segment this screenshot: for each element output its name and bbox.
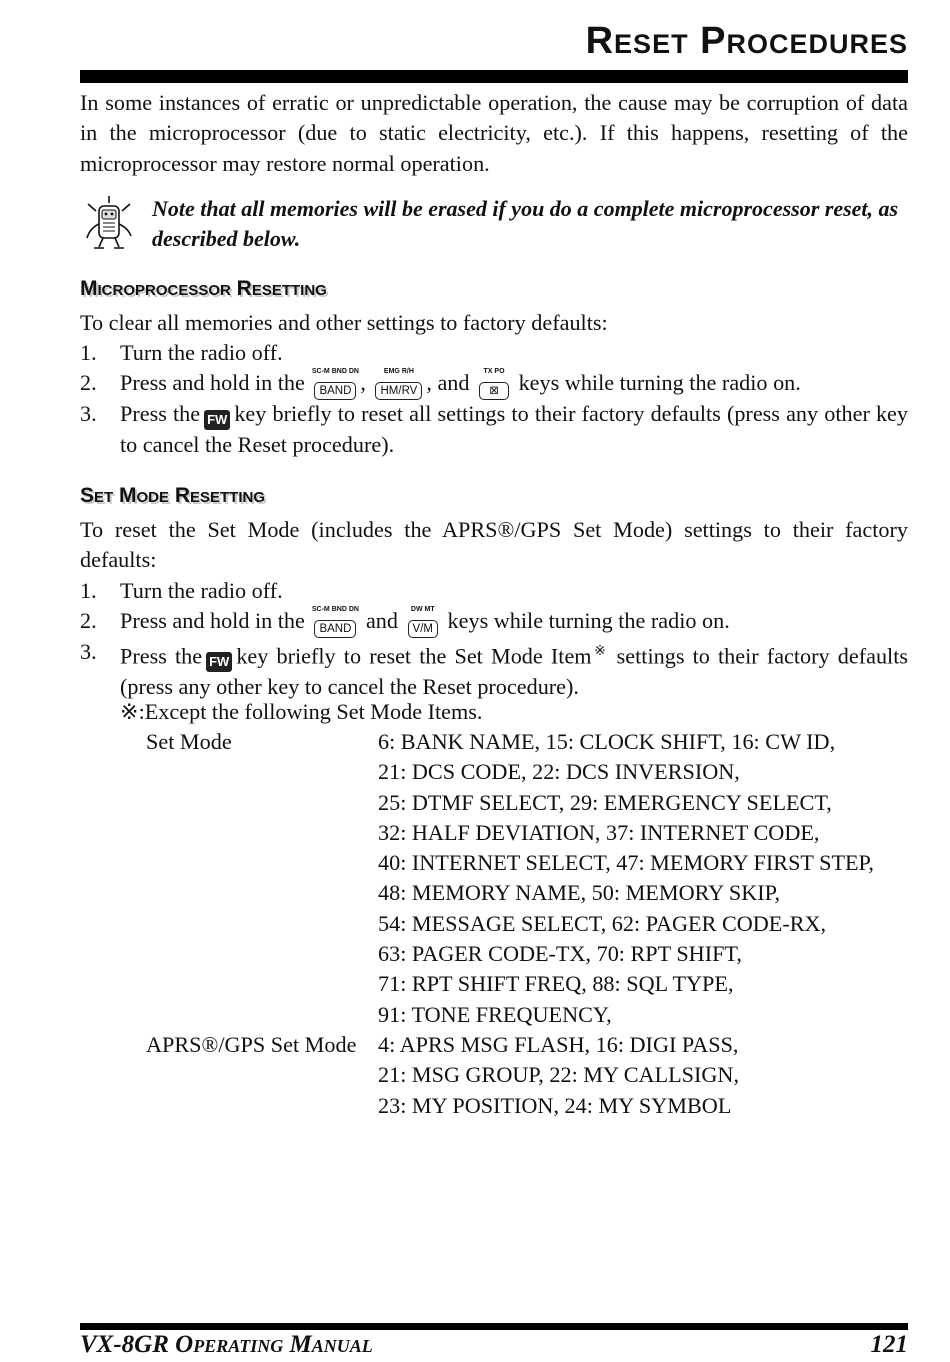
v-m-key-icon <box>408 606 438 640</box>
microprocessor-lead: To clear all memories and other settings to factory defaults: <box>80 310 608 335</box>
hm-rv-key-icon <box>375 368 422 402</box>
step-text: Press the <box>120 401 201 426</box>
set-mode-items <box>378 727 918 1030</box>
list-item: 48: MEMORY NAME, 50: MEMORY SKIP, <box>378 880 781 906</box>
set-mode-label: Set Mode <box>146 729 232 754</box>
list-item: 23: MY POSITION, 24: MY SYMBOL <box>378 1092 732 1118</box>
list-item: 40: INTERNET SELECT, 47: MEMORY FIRST STEP, <box>378 850 874 876</box>
step-text: Press and hold in the <box>120 370 305 395</box>
cartoon-mascot-icon <box>82 194 136 250</box>
aprs-items <box>378 1030 918 1121</box>
page-title: Reset Procedures <box>585 20 908 62</box>
page-number: 121 <box>870 1331 908 1358</box>
step-text: Press and hold in the <box>120 608 305 633</box>
header-rule <box>80 70 908 83</box>
intro-paragraph: In some instances of erratic or unpredictable operation, the cause may be corruption of data in the microprocessor (due to static electricity, etc.). If this happens, resetting of the microprocessor may restore normal operation. <box>80 90 908 176</box>
key-secondary-label: SC-M BND DN <box>311 606 359 613</box>
key-label: V/M <box>408 620 438 638</box>
step-text: settings to their factory defaults (press any other key to cancel the Reset procedure). <box>120 643 909 700</box>
key-secondary-label: DW MT <box>410 606 435 613</box>
reference-mark: ※ <box>591 644 609 659</box>
set-mode-heading: Set Mode Resetting <box>80 484 266 507</box>
set-mode-lead: To reset the Set Mode (includes the APRS®/GPS Set Mode) settings to their factory defaults: <box>80 517 908 573</box>
separator: and <box>365 608 398 633</box>
step-text: keys while turning the radio on. <box>447 608 730 633</box>
aprs-label: APRS®/GPS Set Mode <box>146 1032 357 1057</box>
band-key-icon <box>311 606 359 640</box>
step-number: 2. <box>80 608 97 633</box>
key-secondary-label: TX PO <box>483 368 505 375</box>
footer-rule <box>80 1323 908 1330</box>
except-text: ※:Except the following Set Mode Items. <box>120 699 483 724</box>
list-item: 71: RPT SHIFT FREQ, 88: SQL TYPE, <box>378 971 734 997</box>
step-number: 3. <box>80 401 97 426</box>
step-text: key briefly to reset all settings to their factory defaults (press any other key to cancel the Reset procedure). <box>120 401 908 457</box>
list-item: 54: MESSAGE SELECT, 62: PAGER CODE-RX, <box>378 910 827 936</box>
footer-title: VX-8GR Operating Manual <box>80 1331 373 1358</box>
band-key-icon <box>311 368 359 402</box>
tx-po-key-icon <box>479 368 509 402</box>
list-item: 25: DTMF SELECT, 29: EMERGENCY SELECT, <box>378 789 832 815</box>
list-item: 91: TONE FREQUENCY, <box>378 1001 612 1027</box>
note-text: Note that all memories will be erased if you do a complete microprocessor reset, as described below. <box>152 196 899 252</box>
list-item: 21: MSG GROUP, 22: MY CALLSIGN, <box>378 1062 740 1088</box>
step-number: 1. <box>80 578 97 603</box>
fw-key-icon: FW <box>206 652 232 672</box>
list-item: 32: HALF DEVIATION, 37: INTERNET CODE, <box>378 819 820 845</box>
step-text: keys while turning the radio on. <box>518 370 801 395</box>
key-label: ⊠ <box>479 382 509 400</box>
separator: , <box>360 370 366 395</box>
step-number: 3. <box>80 639 97 664</box>
list-item: 4: APRS MSG FLASH, 16: DIGI PASS, <box>378 1032 739 1057</box>
key-secondary-label: SC-M BND DN <box>311 368 359 375</box>
list-item: 63: PAGER CODE-TX, 70: RPT SHIFT, <box>378 941 742 967</box>
separator: , and <box>426 370 470 395</box>
step-number: 1. <box>80 340 97 365</box>
key-label: BAND <box>314 620 356 638</box>
microprocessor-heading: Microprocessor Resetting <box>80 277 327 300</box>
step-text: Press the <box>120 643 203 669</box>
step-text: Turn the radio off. <box>120 340 283 365</box>
key-label: HM/RV <box>375 382 422 400</box>
key-secondary-label: EMG R/H <box>383 368 414 375</box>
list-item: 21: DCS CODE, 22: DCS INVERSION, <box>378 759 740 785</box>
step-text: Turn the radio off. <box>120 578 283 603</box>
list-item: 6: BANK NAME, 15: CLOCK SHIFT, 16: CW ID, <box>378 729 836 754</box>
step-number: 2. <box>80 370 97 395</box>
step-text: key briefly to reset the Set Mode Item <box>236 643 592 669</box>
fw-key-icon: FW <box>204 410 230 430</box>
key-label: BAND <box>314 382 356 400</box>
